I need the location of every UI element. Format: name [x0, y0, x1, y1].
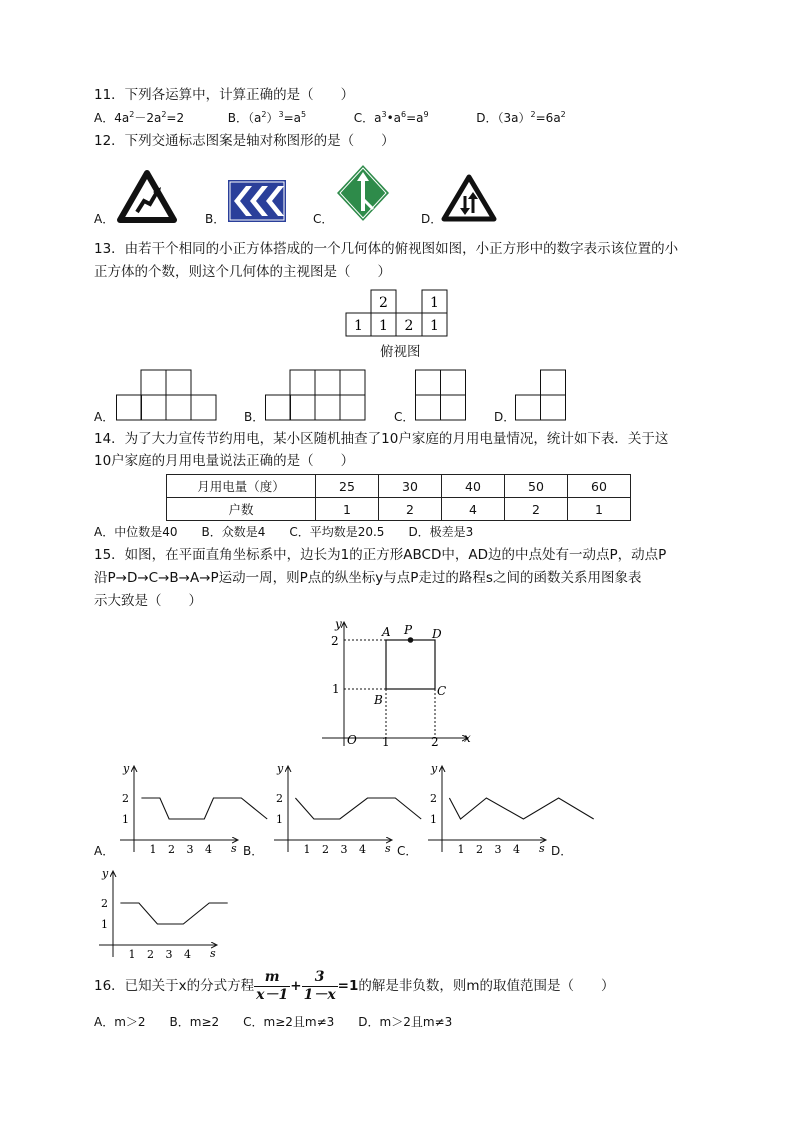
- q16-options: A．m＞2 B．m≥2 C．m≥2且m≠3 D．m＞2且m≠3: [94, 1015, 453, 1029]
- q13-stem-line2: 正方体的个数，则这个几何体的主视图是（ ）: [94, 264, 391, 280]
- q13-option-a-figure: [116, 369, 218, 421]
- graph-tick-x4: 4: [205, 843, 212, 856]
- table-header-cell: 户数: [167, 498, 316, 521]
- graph-tick-y2: 2: [276, 792, 283, 805]
- table-cell: 25: [316, 475, 379, 498]
- grid-cell-bottom-3: 2: [404, 318, 414, 334]
- q13-label-c: C．: [394, 410, 415, 424]
- q14-options: A．中位数是40 B．众数是4 C．平均数是20.5 D．极差是3: [94, 525, 474, 539]
- grid-cell-top-1: 2: [379, 295, 388, 311]
- graph-line: [449, 798, 593, 819]
- q15-stem-line1: 15．如图，在平面直角坐标系中，边长为1的正方形ABCD中，AD边的中点处有一动点P，动点P: [94, 547, 667, 563]
- q12-label-d: D．: [421, 212, 443, 226]
- graph-line: [120, 903, 227, 924]
- graph-tick-x4: 4: [359, 843, 366, 856]
- graph-tick-y1: 1: [430, 813, 437, 826]
- table-cell: 30: [379, 475, 442, 498]
- electricity-table: [166, 474, 631, 521]
- graph-axis-s-label: s: [231, 842, 237, 855]
- sign-b-icon: [228, 180, 286, 222]
- q11-option-b: B．$(a^2)^3=a^5$: [227, 110, 307, 125]
- q15-label-c: C．: [397, 844, 418, 858]
- q16-stem: [94, 966, 615, 1006]
- graph-tick-y1: 1: [122, 813, 129, 826]
- graph-tick-x3: 3: [494, 843, 502, 856]
- q13-label-d: D．: [494, 410, 516, 424]
- fig-tick-y1: 1: [332, 682, 340, 696]
- table-header-cell: 月用电量（度）: [167, 475, 316, 498]
- table-cell: 2: [505, 498, 568, 521]
- q15-label-a: A．: [94, 844, 115, 858]
- q15-option-b-graph: [268, 760, 396, 855]
- sign-d-icon: [441, 174, 497, 222]
- table-cell: 2: [379, 498, 442, 521]
- graph-tick-y2: 2: [122, 792, 129, 805]
- fig-label-d: D: [432, 627, 442, 641]
- graph-axis-y-label: y: [431, 762, 438, 775]
- q13-option-b-figure: [265, 369, 367, 421]
- graph-tick-x3: 3: [165, 948, 173, 961]
- table-cell: 60: [568, 475, 631, 498]
- graph-tick-y1: 1: [101, 918, 108, 931]
- graph-tick-y2: 2: [430, 792, 437, 805]
- graph-tick-x1: 1: [457, 843, 465, 856]
- fig-tick-y2: 2: [331, 634, 339, 648]
- q12-stem: 12．下列交通标志图案是轴对称图形的是（ ）: [94, 133, 395, 149]
- q12-label-c: C．: [313, 212, 334, 226]
- q14-stem-line1: 14．为了大力宣传节约用电，某小区随机抽查了10户家庭的月用电量情况，统计如下表．关于这: [94, 431, 669, 447]
- q15-label-d: D．: [551, 844, 573, 858]
- table-row: [167, 475, 631, 498]
- q13-option-c-figure: [415, 369, 467, 421]
- fig-label-b: B: [374, 693, 383, 707]
- fig-label-o: O: [347, 733, 357, 747]
- q15-option-d-graph: [93, 865, 221, 960]
- q15-option-a-graph: [114, 760, 242, 855]
- graph-tick-x4: 4: [184, 948, 191, 961]
- table-cell: 50: [505, 475, 568, 498]
- graph-line: [141, 798, 267, 819]
- q12-label-b: B．: [205, 212, 226, 226]
- graph-axis-y-label: y: [102, 867, 109, 880]
- graph-axis-s-label: s: [539, 842, 545, 855]
- grid-cell-bottom-2: 1: [379, 318, 388, 334]
- graph-tick-x2: 2: [476, 843, 483, 856]
- graph-axis-s-label: s: [210, 947, 216, 960]
- graph-tick-x1: 1: [149, 843, 157, 856]
- sign-a-icon: [117, 170, 177, 224]
- graph-tick-x2: 2: [322, 843, 329, 856]
- fig-label-p: P: [404, 623, 413, 637]
- top-view-caption: 俯视图: [380, 344, 421, 360]
- fig-label-x: x: [464, 731, 471, 745]
- q13-option-d-figure: [515, 369, 567, 421]
- q15-stem-line3: 示大致是（ ）: [94, 593, 202, 609]
- graph-tick-y2: 2: [101, 897, 108, 910]
- table-row: [167, 498, 631, 521]
- q16-plus: +: [290, 978, 302, 994]
- q15-option-c-graph: [422, 760, 550, 855]
- graph-axis-y-label: y: [277, 762, 284, 775]
- q16-stem-prefix: 16．已知关于x的分式方程: [94, 978, 255, 994]
- q12-label-a: A．: [94, 212, 115, 226]
- top-view-grid: [345, 289, 449, 337]
- graph-axis-s-label: s: [385, 842, 391, 855]
- grid-cell-bottom-4: 1: [430, 318, 439, 334]
- graph-tick-x1: 1: [303, 843, 311, 856]
- grid-cell-top-2: 1: [430, 295, 439, 311]
- q16-fraction-1: $\frac{m}{x-1}$: [256, 968, 289, 1003]
- q11-option-d: D．$(3a)^2=6a^2$: [476, 110, 566, 125]
- graph-tick-x1: 1: [128, 948, 136, 961]
- square-coordinate-figure: [318, 616, 478, 751]
- graph-tick-x3: 3: [340, 843, 348, 856]
- q16-equals: =1: [337, 978, 359, 994]
- q16-fraction-2: $\frac{3}{1-x}$: [303, 968, 336, 1003]
- graph-axis-y-label: y: [123, 762, 130, 775]
- graph-line: [295, 798, 421, 819]
- table-cell: 4: [442, 498, 505, 521]
- table-cell: 1: [568, 498, 631, 521]
- graph-tick-y1: 1: [276, 813, 283, 826]
- table-cell: 40: [442, 475, 505, 498]
- q11-option-c: C．$a^3•a^6=a^9$: [353, 110, 429, 125]
- fig-label-y: y: [335, 617, 342, 631]
- fig-tick-x1: 1: [382, 735, 390, 749]
- fig-label-c: C: [437, 684, 447, 698]
- q11-option-a: A．$4a^2-2a^2=2$: [94, 110, 185, 125]
- graph-tick-x3: 3: [186, 843, 194, 856]
- graph-tick-x4: 4: [513, 843, 520, 856]
- fig-tick-x2: 2: [431, 735, 439, 749]
- graph-tick-x2: 2: [168, 843, 175, 856]
- q15-stem-line2: 沿P→D→C→B→A→P运动一周，则P点的纵坐标y与点P走过的路程s之间的函数关系用图象表: [94, 570, 642, 586]
- q13-stem-line1: 13．由若干个相同的小正方体搭成的一个几何体的俯视图如图，小正方形中的数字表示该位置的小: [94, 241, 679, 257]
- q16-stem-suffix: 的解是非负数，则m的取值范围是（ ）: [358, 978, 615, 994]
- grid-cell-bottom-1: 1: [354, 318, 363, 334]
- q14-stem-line2: 10户家庭的月用电量说法正确的是（ ）: [94, 453, 355, 469]
- q13-label-a: A．: [94, 410, 115, 424]
- sign-c-icon: [335, 163, 391, 223]
- graph-tick-x2: 2: [147, 948, 154, 961]
- q15-label-b: B．: [243, 844, 264, 858]
- q11-stem: 11．下列各运算中，计算正确的是（ ）: [94, 87, 355, 103]
- fig-label-a: A: [382, 625, 391, 639]
- q11-options: [94, 109, 566, 127]
- table-cell: 1: [316, 498, 379, 521]
- q13-label-b: B．: [244, 410, 265, 424]
